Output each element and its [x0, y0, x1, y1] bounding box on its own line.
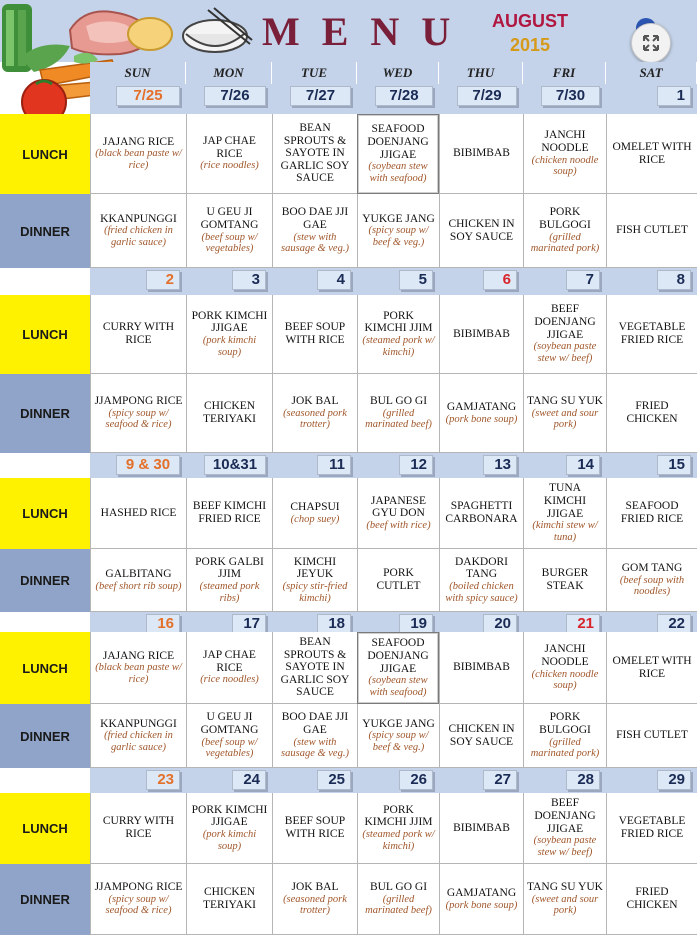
day-header-mon: MON — [186, 62, 272, 84]
dish-description: (sweet and sour pork) — [531, 893, 599, 917]
dish-name: PORK GALBI JJIM — [195, 555, 264, 581]
date-box: 28 — [566, 770, 600, 790]
dish-name: U GEU JI GOMTANG — [200, 711, 259, 736]
lunch-menu-cell — [357, 295, 439, 374]
lunch-menu-cell — [357, 114, 439, 194]
date-row — [90, 768, 697, 793]
menu-calendar — [0, 62, 697, 935]
dish-name: CURRY WITH RICE — [102, 815, 175, 840]
dish-name: SEAFOOD DOENJANG JJIGAE — [367, 123, 429, 161]
dish-name: KKANPUNGGI — [100, 717, 177, 730]
lunch-menu-cell — [186, 632, 272, 704]
dish-description: (fried chicken in garlic sauce) — [104, 225, 173, 248]
dish-description: (boiled chicken with spicy sauce) — [445, 581, 518, 604]
day-header-sat: SAT — [606, 62, 697, 84]
dish-description: (grilled marinated beef) — [365, 407, 432, 431]
date-box: 11 — [317, 455, 351, 475]
dish-name: JAJANG RICE — [102, 135, 175, 148]
dish-description: (chop suey) — [290, 513, 340, 525]
dinner-menu-cell — [606, 864, 697, 935]
dish-description: (beef short rib soup) — [95, 580, 182, 592]
dish-description: (spicy soup w/ seafood & rice) — [105, 893, 172, 917]
dish-name: CHICKEN IN SOY SAUCE — [448, 217, 515, 243]
dish-name: JAPANESE GYU DON — [370, 494, 427, 520]
dish-name: BIBIMBAB — [453, 661, 510, 674]
dish-name: TUNA KIMCHI JJIGAE — [543, 482, 587, 520]
dish-name: KKANPUNGGI — [100, 212, 177, 225]
date-box: 8 — [657, 270, 691, 290]
lunch-menu-cell — [439, 793, 523, 864]
dish-name: GAMJATANG — [446, 400, 517, 413]
dinner-label: DINNER — [0, 704, 90, 768]
dinner-menu-cell — [272, 864, 357, 935]
date-row — [90, 612, 697, 632]
dinner-menu-cell — [90, 194, 186, 268]
dish-name: TANG SU YUK — [527, 395, 603, 408]
dish-name: CHICKEN IN SOY SAUCE — [448, 722, 515, 748]
date-box: 29 — [657, 770, 691, 790]
lunch-label: LUNCH — [0, 793, 90, 864]
page-title: MENU — [262, 9, 473, 54]
dinner-menu-cell — [186, 549, 272, 612]
dinner-menu-cell — [272, 194, 357, 268]
date-box: 7/27 — [290, 86, 351, 106]
dish-name: BEAN SPROUTS & SAYOTE IN GARLIC SOY SAUCE — [280, 635, 350, 699]
dish-name: BIBIMBAB — [453, 327, 510, 340]
date-box: 24 — [232, 770, 266, 790]
dinner-menu-cell — [186, 194, 272, 268]
date-box: 7/26 — [204, 86, 266, 106]
dinner-menu-cell — [357, 549, 439, 612]
dish-name: JAP CHAE RICE — [203, 649, 256, 674]
dish-description: (black bean paste w/ rice) — [95, 662, 182, 685]
dish-description: (sweet and sour pork) — [531, 407, 599, 431]
date-row — [90, 453, 697, 478]
dinner-menu-cell — [606, 704, 697, 768]
dinner-menu-cell — [90, 374, 186, 453]
dinner-menu-cell — [272, 549, 357, 612]
dish-name: FRIED CHICKEN — [626, 400, 678, 425]
lunch-menu-cell — [606, 632, 697, 704]
dinner-label: DINNER — [0, 864, 90, 935]
day-header-tue: TUE — [272, 62, 357, 84]
dish-description: (black bean paste w/ rice) — [95, 148, 182, 171]
lunch-menu-cell — [523, 114, 606, 194]
dish-description: (stew with sausage & veg.) — [281, 231, 349, 255]
dish-description: (spicy soup w/ beef & veg.) — [368, 730, 429, 753]
dish-name: CHAPSUI — [290, 500, 340, 513]
date-box: 19 — [399, 614, 433, 634]
dish-name: CHICKEN TERIYAKI — [202, 886, 257, 911]
date-box: 21 — [566, 614, 600, 634]
date-box: 17 — [232, 614, 266, 634]
dish-description: (steamed pork w/ kimchi) — [362, 829, 435, 852]
dish-description: (steamed pork w/ kimchi) — [362, 335, 435, 358]
dish-name: JOK BAL — [291, 881, 339, 894]
date-row — [90, 268, 697, 295]
dish-name: BOO DAE JJI GAE — [281, 206, 349, 231]
dish-name: BURGER STEAK — [541, 567, 589, 592]
dinner-label: DINNER — [0, 194, 90, 268]
lunch-menu-cell — [606, 478, 697, 549]
dish-description: (spicy stir-fried kimchi) — [282, 581, 348, 604]
lunch-menu-cell — [606, 793, 697, 864]
dish-name: KIMCHI JEYUK — [293, 555, 337, 581]
dish-name: PORK BULGOGI — [539, 206, 591, 231]
lunch-menu-cell — [90, 478, 186, 549]
dinner-menu-cell — [90, 704, 186, 768]
dish-description: (beef soup with noodles) — [619, 574, 685, 598]
dish-name: PORK KIMCHI JJIGAE — [191, 803, 268, 829]
month-label: AUGUST — [492, 11, 568, 31]
dish-name: CURRY WITH RICE — [102, 321, 175, 346]
lunch-menu-cell — [357, 793, 439, 864]
dish-description: (soybean stew with seafood) — [368, 675, 428, 698]
dish-description: (beef soup w/ vegetables) — [201, 736, 258, 760]
dish-name: BOO DAE JJI GAE — [281, 711, 349, 736]
dish-name: CHICKEN TERIYAKI — [202, 400, 257, 425]
dish-name: BUL GO GI — [369, 881, 428, 894]
dish-description: (spicy soup w/ seafood & rice) — [105, 407, 172, 431]
dish-name: U GEU JI GOMTANG — [200, 206, 259, 231]
lunch-menu-cell — [186, 114, 272, 194]
dish-name: BEEF DOENJANG JJIGAE — [534, 797, 596, 835]
lunch-menu-cell — [357, 478, 439, 549]
date-box: 2 — [146, 270, 180, 290]
dish-description: (fried chicken in garlic sauce) — [104, 730, 173, 753]
lunch-label: LUNCH — [0, 114, 90, 194]
dish-name: JJAMPONG RICE — [94, 881, 183, 894]
dish-description: (beef with rice) — [366, 519, 431, 531]
date-box: 7/25 — [116, 86, 180, 106]
dish-name: SEAFOOD FRIED RICE — [620, 500, 684, 525]
lunch-label: LUNCH — [0, 632, 90, 704]
lunch-menu-cell — [606, 114, 697, 194]
dish-description: (pork bone soup) — [445, 413, 518, 425]
dish-name: JAJANG RICE — [102, 649, 175, 662]
day-header-fri: FRI — [523, 62, 606, 84]
date-box: 7/29 — [457, 86, 517, 106]
dinner-menu-cell — [357, 864, 439, 935]
lunch-label: LUNCH — [0, 478, 90, 549]
dinner-menu-cell — [439, 704, 523, 768]
lunch-menu-cell — [186, 793, 272, 864]
dish-description: (rice noodles) — [200, 160, 259, 172]
lunch-menu-cell — [523, 295, 606, 374]
dish-description: (beef soup w/ vegetables) — [201, 231, 258, 255]
dish-description: (spicy soup w/ beef & veg.) — [368, 225, 429, 248]
dinner-menu-cell — [272, 704, 357, 768]
dinner-menu-cell — [357, 704, 439, 768]
dinner-menu-cell — [439, 194, 523, 268]
dinner-menu-cell — [186, 704, 272, 768]
date-box: 26 — [399, 770, 433, 790]
dish-name: YUKGE JANG — [362, 212, 435, 225]
year-label: 2015 — [509, 35, 551, 55]
dish-description: (chicken noodle soup) — [531, 154, 599, 178]
dinner-menu-cell — [439, 374, 523, 453]
dish-name: BEEF KIMCHI FRIED RICE — [192, 500, 267, 525]
lunch-menu-cell — [272, 793, 357, 864]
dish-name: GAMJATANG — [446, 886, 517, 899]
lunch-menu-cell — [439, 114, 523, 194]
dish-description: (stew with sausage & veg.) — [281, 736, 349, 760]
lunch-menu-cell — [186, 295, 272, 374]
lunch-menu-cell — [90, 114, 186, 194]
dish-description: (pork bone soup) — [445, 899, 518, 911]
dish-description: (grilled marinated pork) — [530, 736, 600, 760]
dish-name: JOK BAL — [291, 395, 339, 408]
date-box: 16 — [146, 614, 180, 634]
lunch-menu-cell — [272, 114, 357, 194]
dinner-menu-cell — [439, 549, 523, 612]
date-box: 14 — [566, 455, 600, 475]
dinner-menu-cell — [523, 194, 606, 268]
dish-name: FRIED CHICKEN — [626, 886, 678, 911]
dish-name: BEAN SPROUTS & SAYOTE IN GARLIC SOY SAUCE — [280, 121, 350, 185]
dish-name: VEGETABLE FRIED RICE — [618, 321, 686, 346]
dinner-menu-cell — [606, 374, 697, 453]
date-box: 20 — [483, 614, 517, 634]
lunch-menu-cell — [186, 478, 272, 549]
day-header-wed: WED — [357, 62, 439, 84]
dinner-menu-cell — [523, 374, 606, 453]
date-box: 10&31 — [204, 455, 266, 475]
dinner-menu-cell — [90, 864, 186, 935]
dinner-menu-cell — [523, 704, 606, 768]
dish-name: JANCHI NOODLE — [541, 643, 589, 668]
lunch-menu-cell — [272, 295, 357, 374]
dinner-menu-cell — [523, 549, 606, 612]
dish-description: (chicken noodle soup) — [531, 668, 599, 692]
dish-name: FISH CUTLET — [616, 224, 688, 237]
dish-name: GOM TANG — [621, 562, 683, 575]
date-box: 4 — [317, 270, 351, 290]
lunch-label: LUNCH — [0, 295, 90, 374]
expand-icon — [642, 34, 660, 52]
dinner-menu-cell — [606, 549, 697, 612]
lunch-menu-cell — [439, 632, 523, 704]
date-box: 7/30 — [541, 86, 600, 106]
lunch-menu-cell — [523, 478, 606, 549]
day-header-sun: SUN — [90, 62, 186, 84]
lunch-menu-cell — [272, 478, 357, 549]
dish-name: YUKGE JANG — [362, 717, 435, 730]
dinner-menu-cell — [523, 864, 606, 935]
dish-name: DAKDORI TANG — [454, 555, 509, 581]
dinner-menu-cell — [186, 374, 272, 453]
dish-description: (seasoned pork trotter) — [283, 407, 347, 431]
dish-name: HASHED RICE — [100, 506, 177, 519]
date-box: 1 — [657, 86, 691, 106]
dish-name: JJAMPONG RICE — [94, 395, 183, 408]
dish-description: (grilled marinated pork) — [530, 231, 600, 255]
lunch-menu-cell — [606, 295, 697, 374]
dish-name: PORK KIMCHI JJIGAE — [191, 309, 268, 335]
dish-name: BIBIMBAB — [453, 147, 510, 160]
dish-name: JAP CHAE RICE — [203, 135, 256, 160]
dish-description: (soybean stew with seafood) — [368, 161, 428, 184]
dish-name: TANG SU YUK — [527, 881, 603, 894]
dinner-menu-cell — [272, 374, 357, 453]
date-box: 6 — [483, 270, 517, 290]
dish-name: PORK CUTLET — [376, 567, 421, 592]
dish-name: JANCHI NOODLE — [541, 129, 589, 154]
date-box: 3 — [232, 270, 266, 290]
dinner-label: DINNER — [0, 374, 90, 453]
dish-description: (grilled marinated beef) — [365, 893, 432, 917]
lunch-menu-cell — [439, 478, 523, 549]
dish-description: (kimchi stew w/ tuna) — [532, 520, 598, 543]
date-box: 15 — [657, 455, 691, 475]
dish-description: (pork kimchi soup) — [202, 335, 257, 358]
date-box: 13 — [483, 455, 517, 475]
lunch-menu-cell — [357, 632, 439, 704]
expand-button[interactable] — [631, 23, 671, 63]
dinner-label: DINNER — [0, 549, 90, 612]
dish-name: BEEF DOENJANG JJIGAE — [534, 303, 596, 341]
date-box: 27 — [483, 770, 517, 790]
dish-name: BEEF SOUP WITH RICE — [284, 815, 346, 840]
dish-name: OMELET WITH RICE — [612, 140, 692, 166]
dish-name: FISH CUTLET — [616, 729, 688, 742]
dish-name: SEAFOOD DOENJANG JJIGAE — [367, 637, 429, 675]
dish-description: (soybean paste stew w/ beef) — [533, 341, 597, 364]
dish-description: (rice noodles) — [200, 674, 259, 686]
dish-description: (soybean paste stew w/ beef) — [533, 835, 597, 858]
dish-name: BUL GO GI — [369, 395, 428, 408]
date-box: 22 — [657, 614, 691, 634]
lunch-menu-cell — [523, 632, 606, 704]
dish-name: VEGETABLE FRIED RICE — [618, 815, 686, 840]
lunch-menu-cell — [272, 632, 357, 704]
lunch-menu-cell — [90, 295, 186, 374]
date-box: 7 — [566, 270, 600, 290]
dish-name: BIBIMBAB — [453, 821, 510, 834]
dinner-menu-cell — [606, 194, 697, 268]
dinner-menu-cell — [357, 194, 439, 268]
lunch-menu-cell — [439, 295, 523, 374]
dish-name: PORK BULGOGI — [539, 711, 591, 736]
dinner-menu-cell — [357, 374, 439, 453]
dinner-menu-cell — [186, 864, 272, 935]
dish-description: (pork kimchi soup) — [202, 829, 257, 852]
dish-name: PORK KIMCHI JJIM — [364, 309, 433, 335]
dinner-menu-cell — [439, 864, 523, 935]
day-header-thu: THU — [439, 62, 523, 84]
date-box: 7/28 — [375, 86, 433, 106]
dish-name: BEEF SOUP WITH RICE — [284, 321, 346, 346]
dish-description: (seasoned pork trotter) — [283, 893, 347, 917]
date-box: 9 & 30 — [116, 455, 180, 475]
dish-name: PORK KIMCHI JJIM — [364, 803, 433, 829]
date-box: 5 — [399, 270, 433, 290]
lunch-menu-cell — [90, 793, 186, 864]
lunch-menu-cell — [90, 632, 186, 704]
date-box: 23 — [146, 770, 180, 790]
date-box: 18 — [317, 614, 351, 634]
dinner-menu-cell — [90, 549, 186, 612]
dish-name: SPAGHETTI CARBONARA — [445, 500, 518, 525]
dish-description: (steamed pork ribs) — [199, 581, 260, 604]
dish-name: OMELET WITH RICE — [612, 654, 692, 680]
dish-name: GALBITANG — [105, 567, 172, 580]
date-box: 25 — [317, 770, 351, 790]
lunch-menu-cell — [523, 793, 606, 864]
date-box: 12 — [399, 455, 433, 475]
